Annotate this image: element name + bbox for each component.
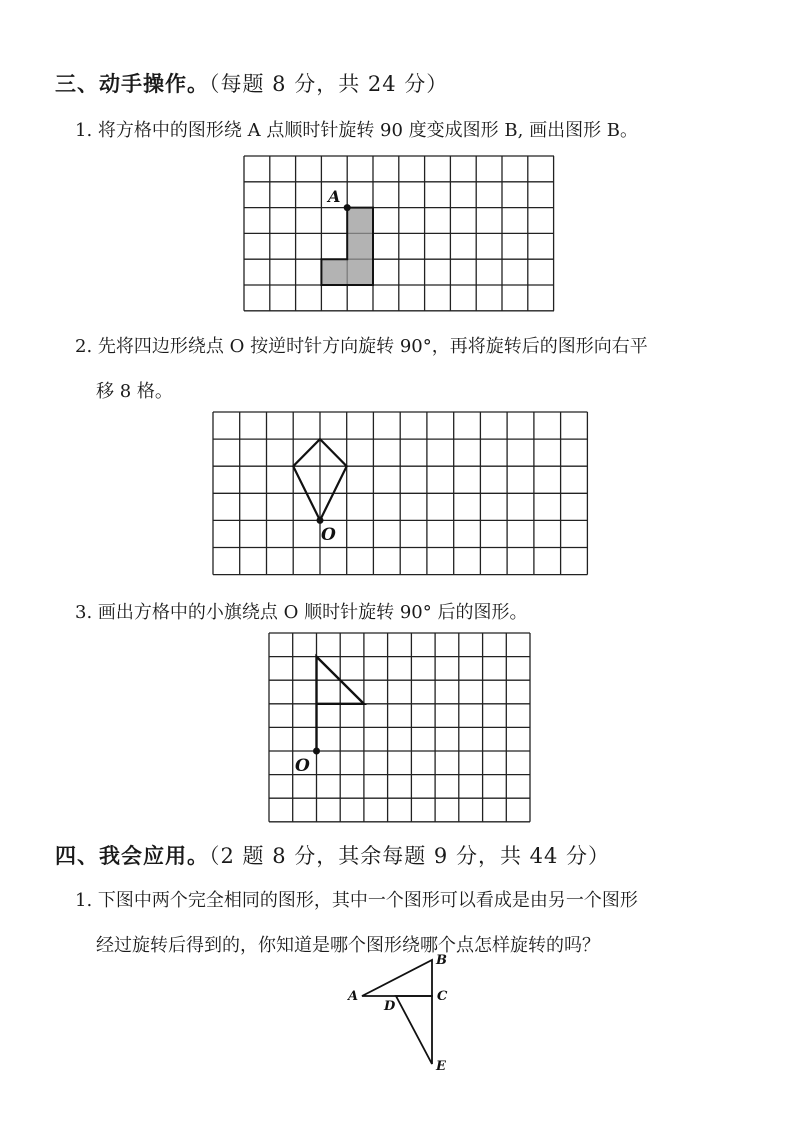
- q3-label-o: O: [295, 756, 310, 776]
- q3-grid-lines: [269, 633, 530, 822]
- s4-q1-triangles-figure: [340, 952, 460, 1078]
- s3-q2-text-line2: 移 8 格。: [96, 381, 173, 402]
- q1-grid-lines: [244, 156, 554, 311]
- section3-title: 三、动手操作。: [55, 71, 209, 96]
- q1-point-a: [344, 204, 351, 211]
- q3-grid-figure: [264, 628, 534, 824]
- section3-score: （每题 8 分，共 24 分）: [209, 72, 449, 96]
- label-d: D: [384, 999, 396, 1014]
- q2-grid-figure: [208, 406, 592, 578]
- q2-grid-lines: [213, 412, 587, 575]
- section4-score: （2 题 8 分，其余每题 9 分，共 44 分）: [209, 844, 611, 868]
- s4-q1-text-line1: 1. 下图中两个完全相同的图形，其中一个图形可以看成是由另一个图形: [75, 890, 638, 911]
- section4-heading: [55, 840, 610, 870]
- label-a: A: [348, 989, 359, 1004]
- label-e: E: [436, 1059, 446, 1074]
- s3-q2-text-line1: 2. 先将四边形绕点 O 按逆时针方向旋转 90°，再将旋转后的图形向右平: [75, 336, 648, 357]
- q2-label-o: O: [321, 525, 336, 545]
- q1-label-a: A: [328, 187, 341, 206]
- s3-q1-text: 1. 将方格中的图形绕 A 点顺时针旋转 90 度变成图形 B, 画出图形 B。: [75, 120, 639, 141]
- label-b: B: [436, 953, 447, 968]
- label-c: C: [437, 989, 448, 1004]
- section4-title: 四、我会应用。: [55, 843, 209, 868]
- q1-grid-figure: [238, 150, 562, 316]
- q2-point-o: [317, 517, 324, 524]
- triangle-abc: [362, 960, 432, 996]
- q1-shaded-shape: [321, 208, 373, 285]
- triangle-dce: [396, 996, 432, 1064]
- section3-heading: [55, 68, 448, 98]
- s3-q3-text: 3. 画出方格中的小旗绕点 O 顺时针旋转 90° 后的图形。: [75, 602, 528, 623]
- s4-q1-text-line2: 经过旋转后得到的，你知道是哪个图形绕哪个点怎样旋转的吗？: [96, 935, 600, 956]
- q3-point-o: [313, 748, 320, 755]
